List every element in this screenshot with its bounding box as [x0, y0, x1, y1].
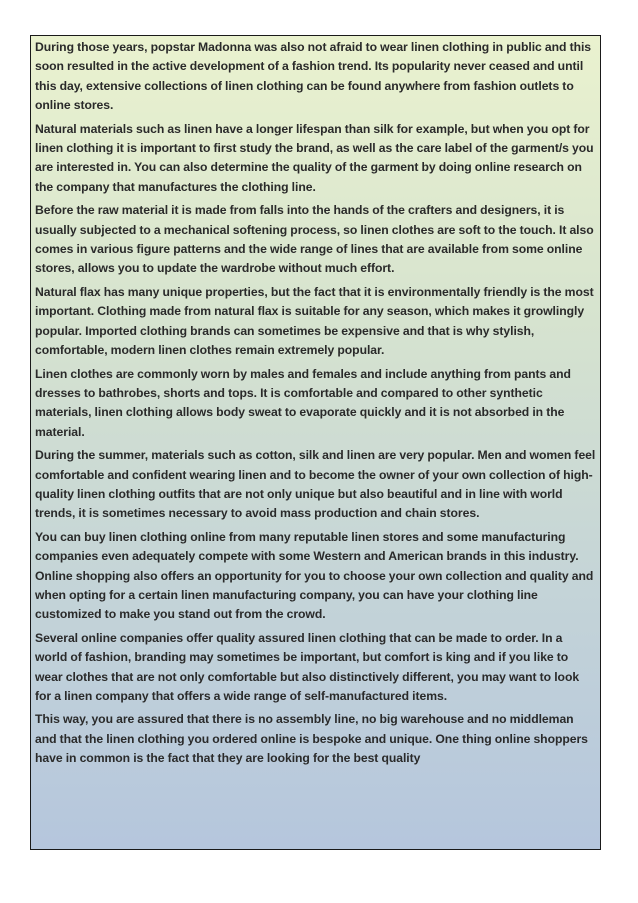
paragraph-5: Linen clothes are commonly worn by males and females and include anything from pants and dresses to bathrobes, shorts and tops. It is comfortable and compared to other synthetic materials, linen clothing allows body sweat to evaporate quickly and it is not absorbed in the material.: [35, 366, 571, 439]
paragraph-4: Natural flax has many unique properties, but the fact that it is environmentally friendly is the most important. Clothing made from natural flax is suitable for any season, which makes it growlingly popular. Imported clothing brands can sometimes be expensive and that is why stylish, comfortable, modern linen clothes remain extremely popular.: [35, 284, 594, 358]
paragraph-3: Before the raw material it is made from falls into the hands of the crafters and designers, it is usually subjected to a mechanical softening process, so linen clothes are soft to the touch. It also comes in various figure patterns and the wide range of lines that are available from some online stores, allows you to update the wardrobe without much effort.: [35, 203, 594, 276]
paragraph-9: This way, you are assured that there is no assembly line, no big warehouse and no middleman and that the linen clothing you ordered online is bespoke and unique. One thing online shoppers have in common is the fact that they are looking for the best quality: [35, 712, 588, 766]
paragraph-1: During those years, popstar Madonna was also not afraid to wear linen clothing in public and this soon resulted in the active development of a fashion trend. Its popularity never ceased and until this day, extensive collections of linen clothing can be found anywhere from fashion outlets to online stores.: [35, 40, 592, 113]
paragraph-6: During the summer, materials such as cotton, silk and linen are very popular. Men and women feel comfortable and confident wearing linen and to become the owner of your own collection of high-quality linen clothing outfits that are not only unique but also beautiful and in line with world trends, it is sometimes necessary to avoid mass production and chain stores.: [35, 448, 596, 521]
paragraph-2: Natural materials such as linen have a longer lifespan than silk for example, but when you opt for linen clothing it is important to first study the brand, as well as the care label of the garment/s you are interested in. You can also determine the quality of the garment by doing online research on the company that manufactures the clothing line.: [35, 121, 594, 194]
text-frame: [30, 35, 601, 850]
paragraph-8: Several online companies offer quality assured linen clothing that can be made to order. In a world of fashion, branding may sometimes be important, but comfort is king and if you like to wear clothes that are not only comfortable but also distinctively different, you may want to look for a linen company that offers a wide range of self-manufactured items.: [35, 630, 580, 703]
paragraph-7: You can buy linen clothing online from many reputable linen stores and some manufacturing companies even adequately compete with some Western and American brands in this industry. Online shopping also offers an opportunity for you to choose your own collection and quality and when opting for a certain linen manufacturing company, you can have your clothing line customized to make you stand out from the crowd.: [35, 529, 594, 622]
